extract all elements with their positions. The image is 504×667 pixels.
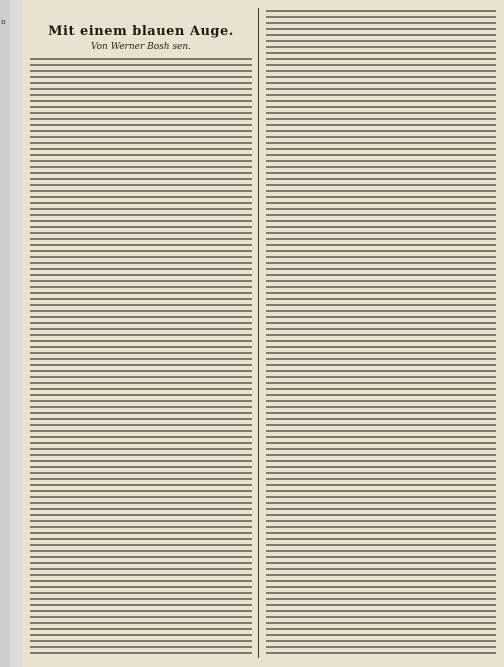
edge-fragment: n <box>1 18 6 26</box>
adjacent-page-edge <box>0 0 10 667</box>
article-byline: Von Werner Bosh sen. <box>90 42 192 52</box>
right-column-body-text <box>266 10 496 656</box>
left-column <box>30 8 252 658</box>
right-column <box>266 8 496 658</box>
newspaper-page <box>22 0 504 667</box>
column-divider <box>258 8 259 658</box>
left-column-body-text <box>30 58 252 656</box>
article-headline: Mit einem blauen Auge. <box>48 24 234 39</box>
